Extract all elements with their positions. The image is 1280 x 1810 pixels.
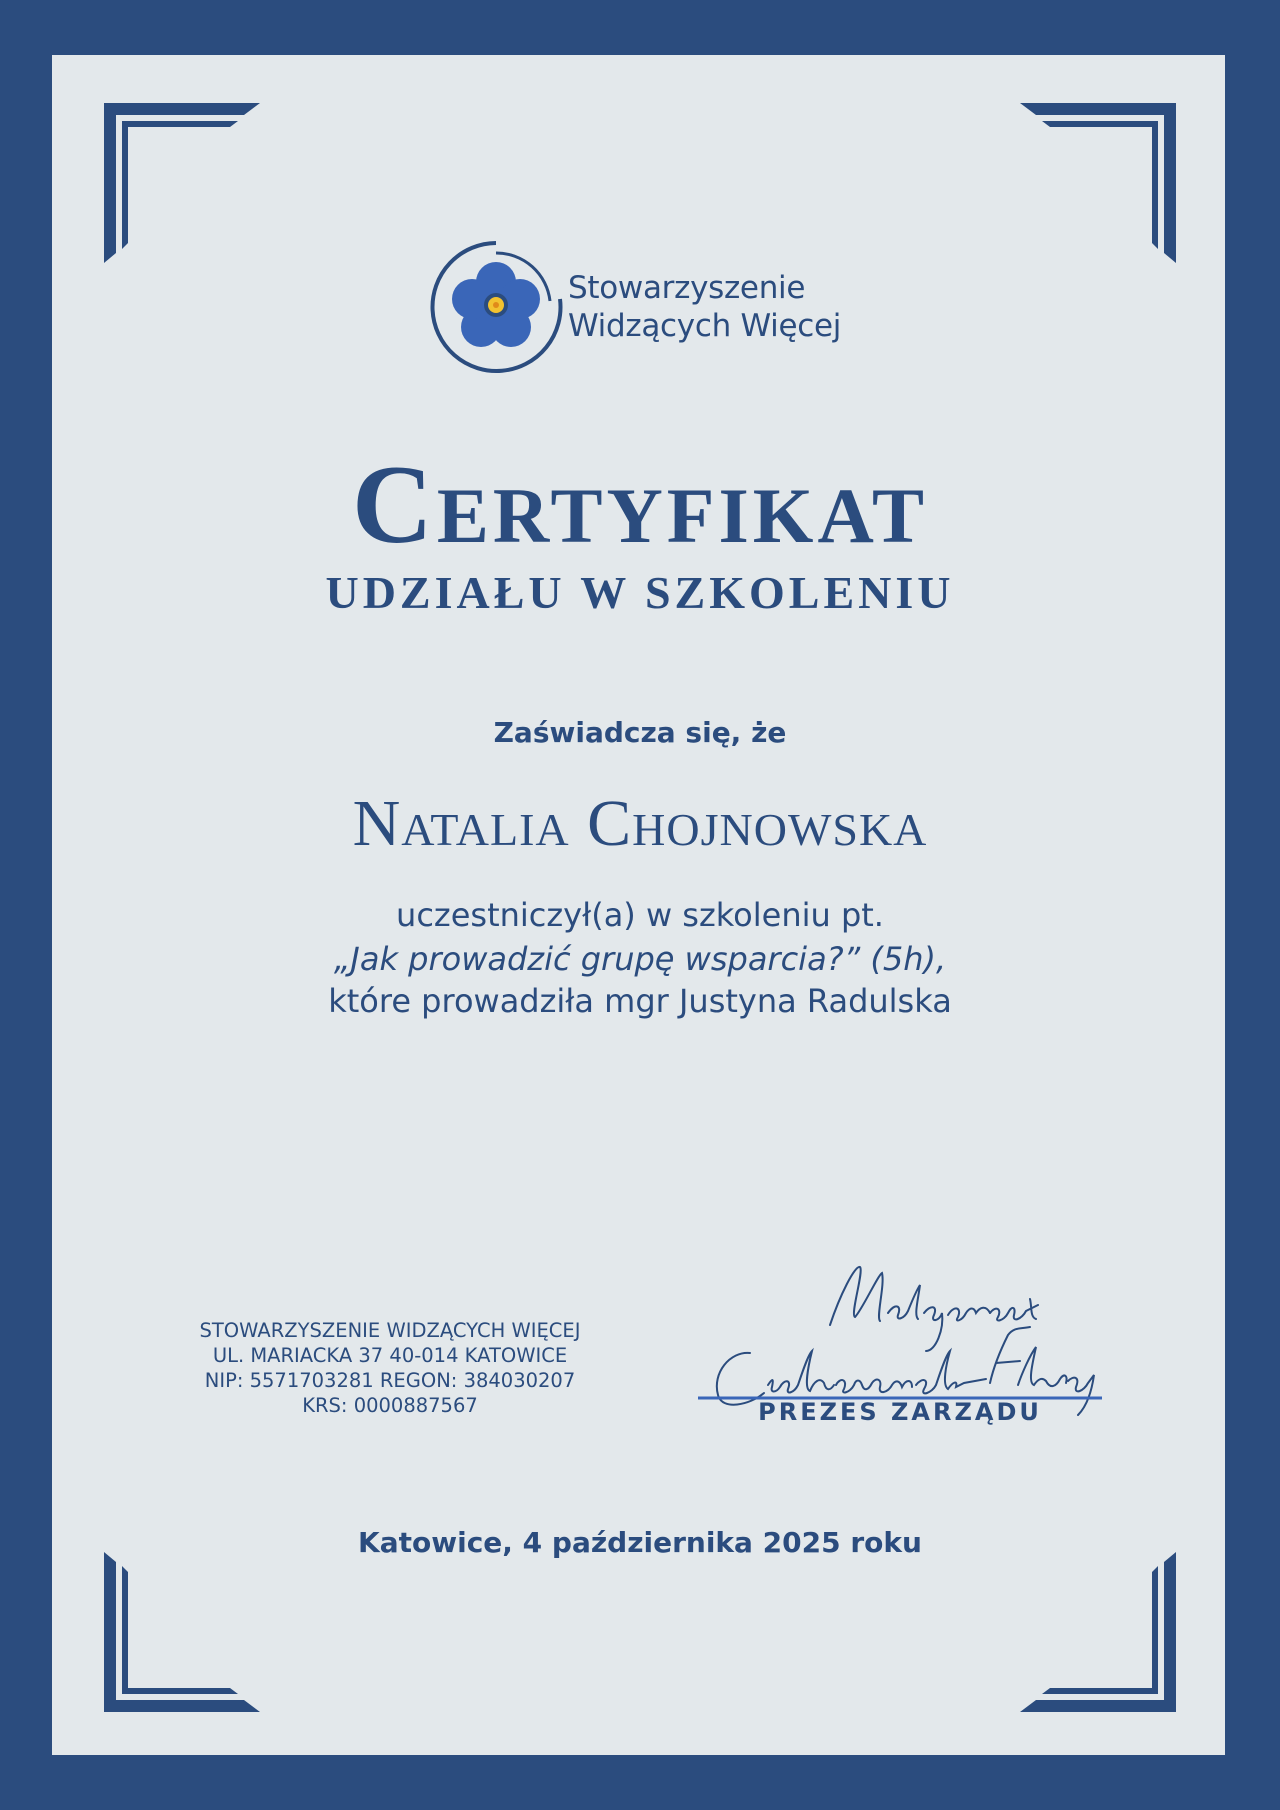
intro-text: Zaświadcza się, że (493, 716, 787, 749)
address-line-1: STOWARZYSZENIE WIDZĄCYCH WIĘCEJ (199, 1319, 581, 1342)
recipient-name: Natalia Chojnowska (352, 787, 928, 860)
issue-date: Katowice, 4 października 2025 roku (358, 1526, 922, 1559)
organization-logo (426, 237, 866, 377)
corner-ornament-top-right (1016, 103, 1176, 263)
corner-ornament-bottom-left (104, 1552, 264, 1712)
address-line-4: KRS: 0000887567 (302, 1394, 478, 1417)
forget-me-not-flower-icon (426, 237, 566, 377)
corner-ornament-top-left (104, 103, 264, 263)
corner-ornament-bottom-right (1016, 1552, 1176, 1712)
address-line-3: NIP: 5571703281 REGON: 384030207 (204, 1369, 576, 1392)
body-line-3: które prowadziła mgr Justyna Radulska (328, 982, 952, 1020)
organization-address (150, 1318, 630, 1418)
body-line-1: uczestniczył(a) w szkoleniu pt. (396, 896, 884, 934)
logo-line-1: Stowarzyszenie (568, 270, 806, 306)
course-title: „Jak prowadzić grupę wsparcia?” (5h), (333, 940, 947, 978)
certificate-title: Certyfikat (351, 443, 929, 567)
address-line-2: UL. MARIACKA 37 40-014 KATOWICE (212, 1344, 568, 1367)
logo-line-2: Widzących Więcej (568, 308, 842, 344)
signatory-role: PREZES ZARZĄDU (758, 1398, 1042, 1426)
certificate-subtitle: UDZIAŁU W SZKOLENIU (325, 567, 955, 618)
